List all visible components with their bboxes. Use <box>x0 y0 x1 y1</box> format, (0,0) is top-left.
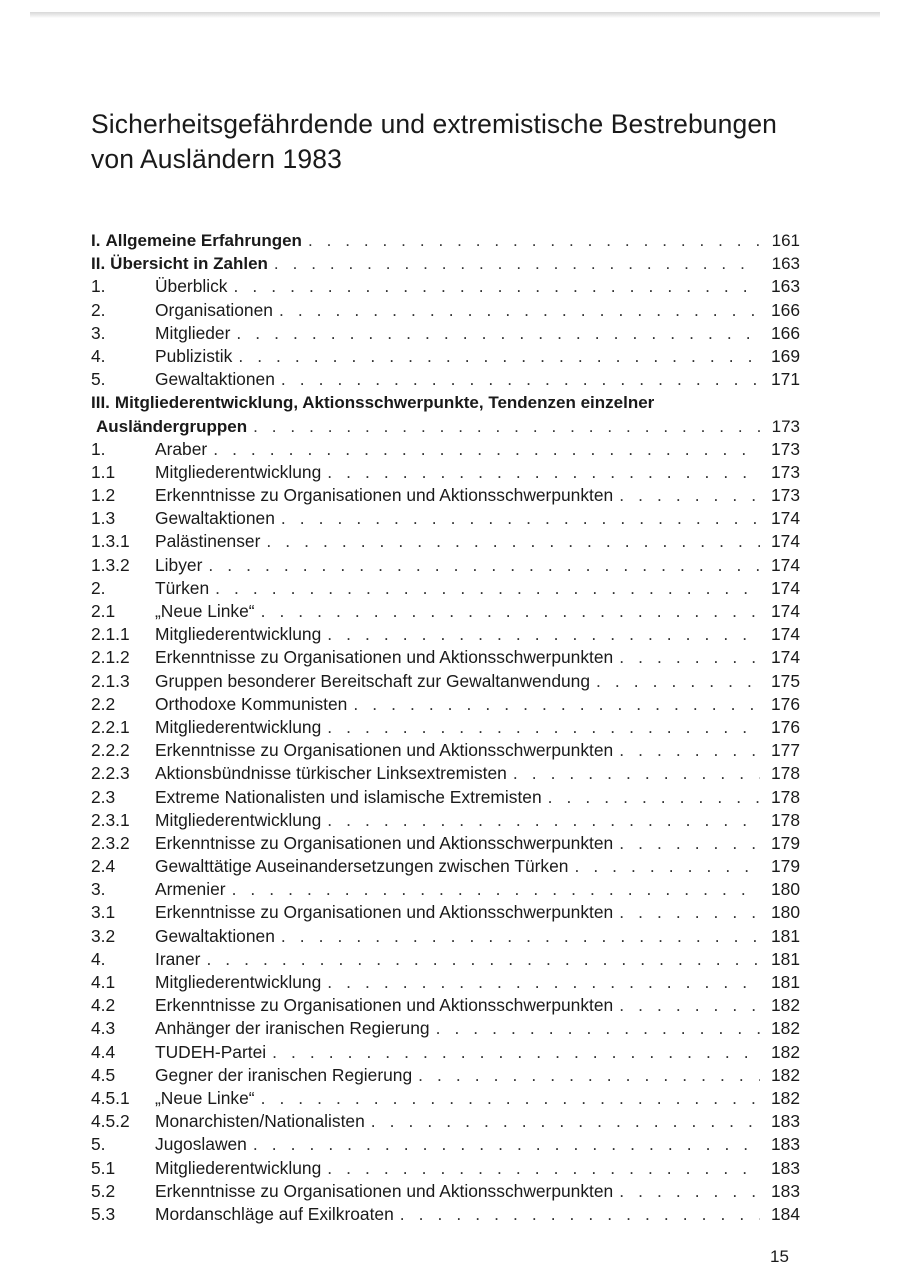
dot-leader <box>596 670 760 693</box>
toc-entry-title: Publizistik <box>155 345 233 366</box>
toc-entry <box>91 855 800 878</box>
toc-entry-title: Mitgliederentwicklung <box>155 972 322 992</box>
toc-entry-page: 174 <box>770 647 800 668</box>
toc-entry-title: Gewalttätige Auseinandersetzungen zwischen Türken <box>155 856 569 877</box>
toc-entry-title: Erkenntnisse zu Organisationen und Aktionsschwerpunkten <box>155 485 614 506</box>
toc-entry-number: 1.3.2 <box>91 554 130 575</box>
toc-entry-page: 177 <box>770 740 800 761</box>
toc-entry-title: Gewaltaktionen <box>155 369 275 390</box>
toc-entry-number: 4.1 <box>91 972 116 992</box>
toc-entry-number: 4.5 <box>91 1064 116 1085</box>
toc-entry-page: 178 <box>770 786 800 807</box>
dot-leader <box>619 739 760 762</box>
toc-entry-number: 2.1.3 <box>91 670 130 691</box>
dot-leader <box>308 229 760 252</box>
toc-entry-title: „Neue Linke“ <box>155 601 255 621</box>
toc-entry-title: Mitglieder <box>155 322 231 343</box>
toc-entry-page: 182 <box>770 1018 800 1039</box>
toc-entry-title: Extreme Nationalisten und islamische Extremisten <box>155 786 542 807</box>
toc-entry-page: 166 <box>770 299 800 320</box>
toc-entry-number: 4.4 <box>91 1041 116 1062</box>
dot-leader <box>619 484 760 507</box>
toc-entry-title: Überblick <box>155 276 228 297</box>
toc-entry-page: 178 <box>770 763 800 784</box>
toc-entry <box>91 252 800 275</box>
toc-entry-number: 2.3.1 <box>91 809 130 830</box>
toc-entry-page: 183 <box>770 1134 800 1155</box>
toc-entry-number: 2.1.2 <box>91 647 130 668</box>
toc-entry <box>91 229 800 252</box>
toc-entry-page: 183 <box>770 1180 800 1201</box>
dot-leader <box>619 994 760 1017</box>
toc-entry-number: 3.1 <box>91 902 116 923</box>
toc-entry-number: III. <box>91 393 110 413</box>
toc-entry-page: 169 <box>770 345 800 366</box>
toc-entry-title: Gewaltaktionen <box>155 925 275 946</box>
toc-entry <box>91 1203 800 1226</box>
toc-entry <box>91 530 800 553</box>
toc-entry-page: 182 <box>770 1064 800 1085</box>
dot-leader <box>574 855 760 878</box>
toc-entry-number: 4.3 <box>91 1018 116 1039</box>
toc-entry-title: Mitgliederentwicklung <box>155 809 322 830</box>
toc-entry <box>91 1087 800 1110</box>
toc-entry-page: 178 <box>770 809 800 830</box>
toc-entry-number: 1. <box>91 276 106 297</box>
toc-entry-number: I. <box>91 231 101 250</box>
toc-entry-page: 180 <box>770 879 800 900</box>
toc-entry <box>91 554 800 577</box>
toc-entry-page: 183 <box>770 1157 800 1178</box>
toc-entry-title: Erkenntnisse zu Organisationen und Aktionsschwerpunkten <box>155 740 614 761</box>
toc-entry-number: 1. <box>91 438 106 459</box>
dot-leader <box>327 623 760 646</box>
toc-entry-title: Araber <box>155 438 208 459</box>
dot-leader <box>400 1203 760 1226</box>
dot-leader <box>281 507 760 530</box>
dot-leader <box>206 948 760 971</box>
dot-leader <box>327 1157 760 1180</box>
toc-entry-page: 163 <box>770 276 800 297</box>
toc-entry-number: 4.2 <box>91 995 116 1016</box>
toc-entry-title: Erkenntnisse zu Organisationen und Aktionsschwerpunkten <box>155 832 614 853</box>
toc-entry-number: 2. <box>91 299 106 320</box>
scan-edge-shadow <box>30 12 880 18</box>
page-number: 15 <box>770 1247 789 1266</box>
toc-entry <box>91 646 800 669</box>
dot-leader <box>436 1017 760 1040</box>
toc-entry-title: Palästinenser <box>155 531 261 552</box>
toc-entry-page: 183 <box>770 1111 800 1132</box>
toc-entry-title: Libyer <box>155 554 203 575</box>
dot-leader <box>261 1087 760 1110</box>
toc-entry-title: Erkenntnisse zu Organisationen und Aktionsschwerpunkten <box>155 902 614 923</box>
toc-entry <box>91 461 800 484</box>
toc-entry-page: 181 <box>770 925 800 946</box>
toc-entry-page: 174 <box>770 554 800 575</box>
toc-entry-number: 4.5.2 <box>91 1111 130 1132</box>
dot-leader <box>253 415 760 438</box>
dot-leader <box>619 646 760 669</box>
toc-entry-title: Gegner der iranischen Regierung <box>155 1064 413 1085</box>
toc-entry-page: 173 <box>770 438 800 459</box>
toc-entry <box>91 391 800 414</box>
toc-entry-page: 174 <box>770 531 800 552</box>
toc-entry-title: Gewaltaktionen <box>155 508 275 529</box>
dot-leader <box>327 716 760 739</box>
toc-entry-number: 4. <box>91 948 106 969</box>
toc-entry-title: Allgemeine Erfahrungen <box>105 231 302 250</box>
toc-entry-page: 181 <box>770 948 800 969</box>
toc-entry-number: II. <box>91 254 106 274</box>
toc-entry <box>91 1157 800 1180</box>
toc-entry-page: 174 <box>770 601 800 621</box>
toc-entry-number: 1.2 <box>91 485 116 506</box>
toc-entry <box>91 275 800 298</box>
dot-leader <box>215 577 760 600</box>
dot-leader <box>548 786 760 809</box>
toc-entry-page: 184 <box>770 1203 800 1224</box>
toc-entry-title: Mitgliederentwicklung <box>155 716 322 737</box>
toc-entry <box>91 693 800 716</box>
toc-entry-number: 5.1 <box>91 1157 116 1178</box>
dot-leader <box>233 275 760 298</box>
toc-entry-title: Erkenntnisse zu Organisationen und Aktionsschwerpunkten <box>155 1180 614 1201</box>
toc-entry-number: 5.3 <box>91 1203 116 1224</box>
toc-entry <box>91 600 800 623</box>
dot-leader <box>236 322 760 345</box>
toc-entry-page: 174 <box>770 508 800 529</box>
toc-entry-number: 5. <box>91 1134 106 1155</box>
toc-entry-page: 176 <box>770 693 800 714</box>
toc-entry-title: Anhänger der iranischen Regierung <box>155 1018 430 1039</box>
dot-leader <box>266 530 760 553</box>
toc-entry <box>91 948 800 971</box>
toc-entry <box>91 994 800 1017</box>
dot-leader <box>272 1041 760 1064</box>
toc-entry-title: Ausländergruppen <box>96 416 248 436</box>
toc-entry-page: 173 <box>770 485 800 506</box>
dot-leader <box>261 600 760 623</box>
toc-entry-number: 2.3.2 <box>91 832 130 853</box>
dot-leader <box>232 878 760 901</box>
toc-entry-title: Jugoslawen <box>155 1134 247 1155</box>
toc-entry-title: Iraner <box>155 948 201 969</box>
toc-entry <box>91 1133 800 1156</box>
toc-entry-page: 173 <box>771 416 800 436</box>
dot-leader <box>213 438 760 461</box>
toc-entry-number: 2.2.1 <box>91 716 130 737</box>
dot-leader <box>371 1110 760 1133</box>
toc-entry-number: 2.4 <box>91 856 116 877</box>
toc-entry-title: TUDEH-Partei <box>155 1041 267 1062</box>
toc-entry-number: 3. <box>91 322 106 343</box>
toc-entry <box>91 1110 800 1133</box>
toc-entry-title: Mitgliederentwicklung, Aktionsschwerpunkte, Tendenzen einzelner <box>114 393 655 413</box>
toc-entry-page: 175 <box>770 670 800 691</box>
dot-leader <box>327 461 760 484</box>
toc-entry-title: Mitgliederentwicklung <box>155 1157 322 1178</box>
toc-entry-page: 182 <box>770 1087 800 1108</box>
dot-leader <box>353 693 760 716</box>
dot-leader <box>274 252 760 275</box>
dot-leader <box>619 832 760 855</box>
toc-entry-title: Erkenntnisse zu Organisationen und Aktionsschwerpunkten <box>155 647 614 668</box>
toc-entry-page: 166 <box>770 322 800 343</box>
dot-leader <box>513 762 760 785</box>
toc-entry-number: 4.5.1 <box>91 1087 130 1108</box>
title-line-2: von Ausländern 1983 <box>91 144 342 174</box>
document-title <box>91 107 851 177</box>
toc-entry <box>91 878 800 901</box>
toc-entry <box>91 762 800 785</box>
toc-entry-page: 174 <box>770 624 800 645</box>
toc-entry-page: 161 <box>771 231 800 250</box>
dot-leader <box>418 1064 760 1087</box>
toc-entry-number: 1.1 <box>91 461 116 482</box>
dot-leader <box>279 299 760 322</box>
toc-entry <box>91 832 800 855</box>
toc-entry-title: „Neue Linke“ <box>155 1087 255 1108</box>
toc-entry-title: Monarchisten/Nationalisten <box>155 1111 365 1132</box>
toc-entry <box>91 438 800 461</box>
toc-entry <box>91 925 800 948</box>
toc-entry-title: Übersicht in Zahlen <box>110 254 268 274</box>
toc-entry <box>91 1041 800 1064</box>
toc-entry <box>91 484 800 507</box>
toc-entry-number: 2.1 <box>91 601 116 621</box>
toc-entry <box>91 901 800 924</box>
toc-entry <box>91 1180 800 1203</box>
toc-entry-number: 1.3 <box>91 508 116 529</box>
toc-entry <box>91 507 800 530</box>
toc-entry-title: Erkenntnisse zu Organisationen und Aktionsschwerpunkten <box>155 995 614 1016</box>
toc-entry-page: 180 <box>770 902 800 923</box>
table-of-contents <box>91 229 800 1226</box>
toc-entry <box>91 971 800 994</box>
toc-entry <box>91 623 800 646</box>
dot-leader <box>281 925 760 948</box>
toc-entry-number: 2.2.2 <box>91 740 130 761</box>
toc-entry <box>91 786 800 809</box>
toc-entry-page: 179 <box>770 832 800 853</box>
toc-entry-title: Armenier <box>155 879 226 900</box>
toc-entry-number: 2.3 <box>91 786 116 807</box>
toc-entry-title: Orthodoxe Kommunisten <box>155 693 348 714</box>
dot-leader <box>619 1180 760 1203</box>
toc-entry-title: Organisationen <box>155 299 273 320</box>
toc-entry-page: 163 <box>771 254 800 274</box>
toc-entry-number: 3.2 <box>91 925 116 946</box>
toc-entry-number: 5.2 <box>91 1180 116 1201</box>
toc-entry-title: Mitgliederentwicklung <box>155 624 322 645</box>
dot-leader <box>619 901 760 924</box>
toc-entry-title: Gruppen besonderer Bereitschaft zur Gewaltanwendung <box>155 670 591 691</box>
toc-entry-title: Mitgliederentwicklung <box>155 461 322 482</box>
toc-entry-number: 3. <box>91 879 106 900</box>
toc-entry-number: 4. <box>91 345 106 366</box>
toc-entry <box>91 345 800 368</box>
toc-entry-page: 179 <box>770 856 800 877</box>
toc-entry <box>91 1064 800 1087</box>
toc-entry-number: 2.1.1 <box>91 624 130 645</box>
toc-entry-title: Aktionsbündnisse türkischer Linksextremisten <box>155 763 507 784</box>
dot-leader <box>238 345 760 368</box>
toc-entry <box>91 739 800 762</box>
toc-entry <box>91 1017 800 1040</box>
toc-entry-number: 2.2 <box>91 693 116 714</box>
toc-entry-number: 2. <box>91 577 106 598</box>
toc-entry <box>91 415 800 438</box>
toc-entry-page: 182 <box>770 1041 800 1062</box>
dot-leader <box>208 554 760 577</box>
toc-entry-page: 182 <box>770 995 800 1016</box>
toc-entry-title: Türken <box>155 577 210 598</box>
toc-entry-number: 5. <box>91 369 106 390</box>
toc-entry-title: Mordanschläge auf Exilkroaten <box>155 1203 394 1224</box>
dot-leader <box>327 809 760 832</box>
toc-entry <box>91 716 800 739</box>
title-line-1: Sicherheitsgefährdende und extremistische Bestrebungen <box>91 109 777 139</box>
toc-entry-number: 2.2.3 <box>91 763 130 784</box>
dot-leader <box>253 1133 760 1156</box>
dot-leader <box>327 971 760 994</box>
toc-entry-number: 1.3.1 <box>91 531 130 552</box>
toc-entry <box>91 809 800 832</box>
toc-entry <box>91 577 800 600</box>
toc-entry-page: 181 <box>770 972 800 992</box>
toc-entry <box>91 670 800 693</box>
toc-entry-page: 171 <box>770 369 800 390</box>
toc-entry <box>91 322 800 345</box>
toc-entry <box>91 299 800 322</box>
toc-entry-page: 173 <box>770 461 800 482</box>
toc-entry-page: 176 <box>770 716 800 737</box>
dot-leader <box>281 368 760 391</box>
toc-entry <box>91 368 800 391</box>
toc-entry-page: 174 <box>770 577 800 598</box>
